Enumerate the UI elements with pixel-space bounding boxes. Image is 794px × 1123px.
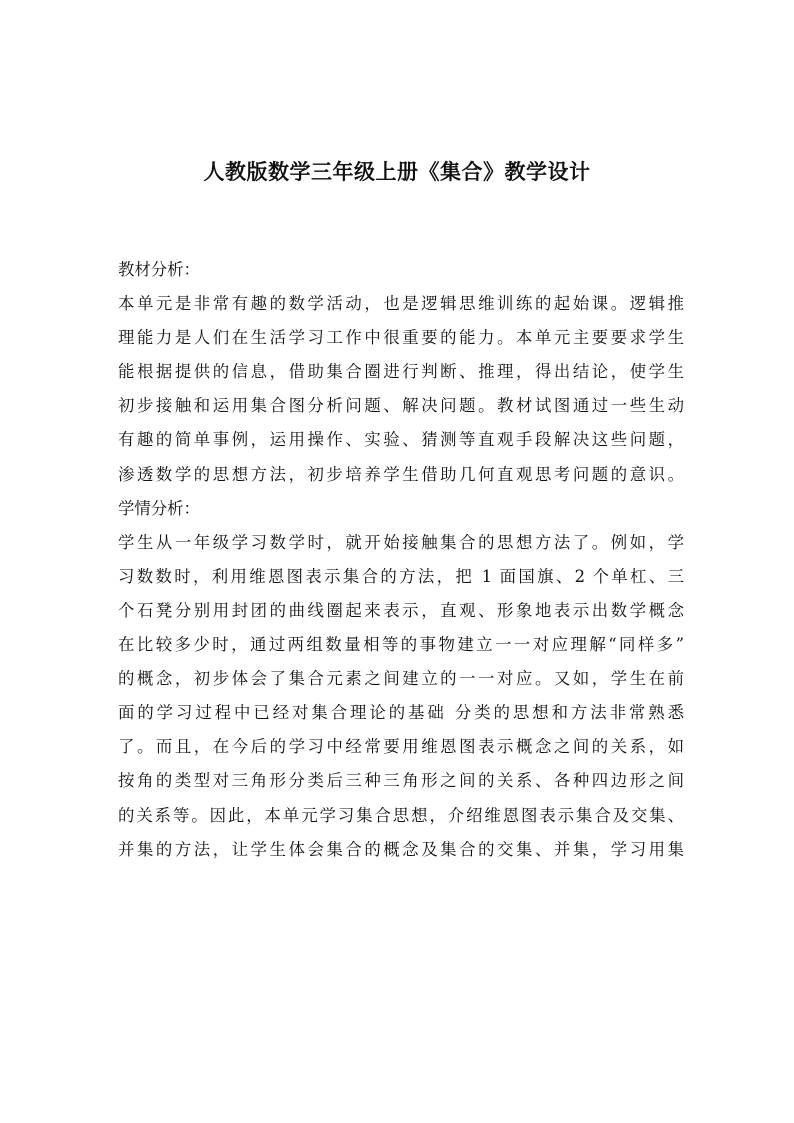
paragraph-line: 有趣的简单事例，运用操作、实验、猜测等直观手段解决这些问题， — [118, 430, 684, 450]
paragraph-line: 习数数时，利用维恩图表示集合的方法，把 1 面国旗、2 个单杠、三 — [118, 566, 684, 586]
paragraph-line: 并集的方法，让学生体会集合的概念及集合的交集、并集，学习用集 — [118, 839, 684, 859]
paragraph-line: 理能力是人们在生活学习工作中很重要的能力。本单元主要要求学生 — [118, 328, 684, 348]
paragraph-line: 面的学习过程中已经对集合理论的基础 分类的思想和方法非常熟悉 — [118, 703, 684, 723]
document-body — [118, 253, 684, 867]
paragraph-line: 了。而且，在今后的学习中经常要用维恩图表示概念之间的关系，如 — [118, 737, 684, 757]
paragraph-line: 按角的类型对三角形分类后三种三角形之间的关系、各种四边形之间 — [118, 771, 684, 791]
paragraph-line: 在比较多少时，通过两组数量相等的事物建立一一对应理解“同样多” — [118, 635, 684, 655]
paragraph-line: 的概念，初步体会了集合元素之间建立的一一对应。又如，学生在前 — [118, 669, 684, 689]
section-heading-textbook-analysis: 教材分析： — [118, 260, 200, 279]
section-heading-student-analysis: 学情分析： — [118, 498, 200, 518]
paragraph-line: 本单元是非常有趣的数学活动，也是逻辑思维训练的起始课。逻辑推 — [118, 294, 684, 314]
paragraph-line: 个石凳分别用封团的曲线圈起来表示，直观、形象地表示出数学概念 — [118, 600, 684, 620]
paragraph-line: 学生从一年级学习数学时，就开始接触集合的思想方法了。例如，学 — [118, 532, 684, 552]
paragraph-line: 渗透数学的思想方法，初步培养学生借助几何直观思考问题的意识。 — [118, 464, 684, 484]
paragraph-line: 的关系等。因此，本单元学习集合思想，介绍维恩图表示集合及交集、 — [118, 805, 684, 825]
document-title: 人教版数学三年级上册《集合》教学设计 — [203, 160, 591, 184]
paragraph-line: 能根据提供的信息，借助集合圈进行判断、推理，得出结论，使学生 — [118, 362, 684, 382]
paragraph-line: 初步接触和运用集合图分析问题、解决问题。教材试图通过一些生动 — [118, 396, 684, 416]
